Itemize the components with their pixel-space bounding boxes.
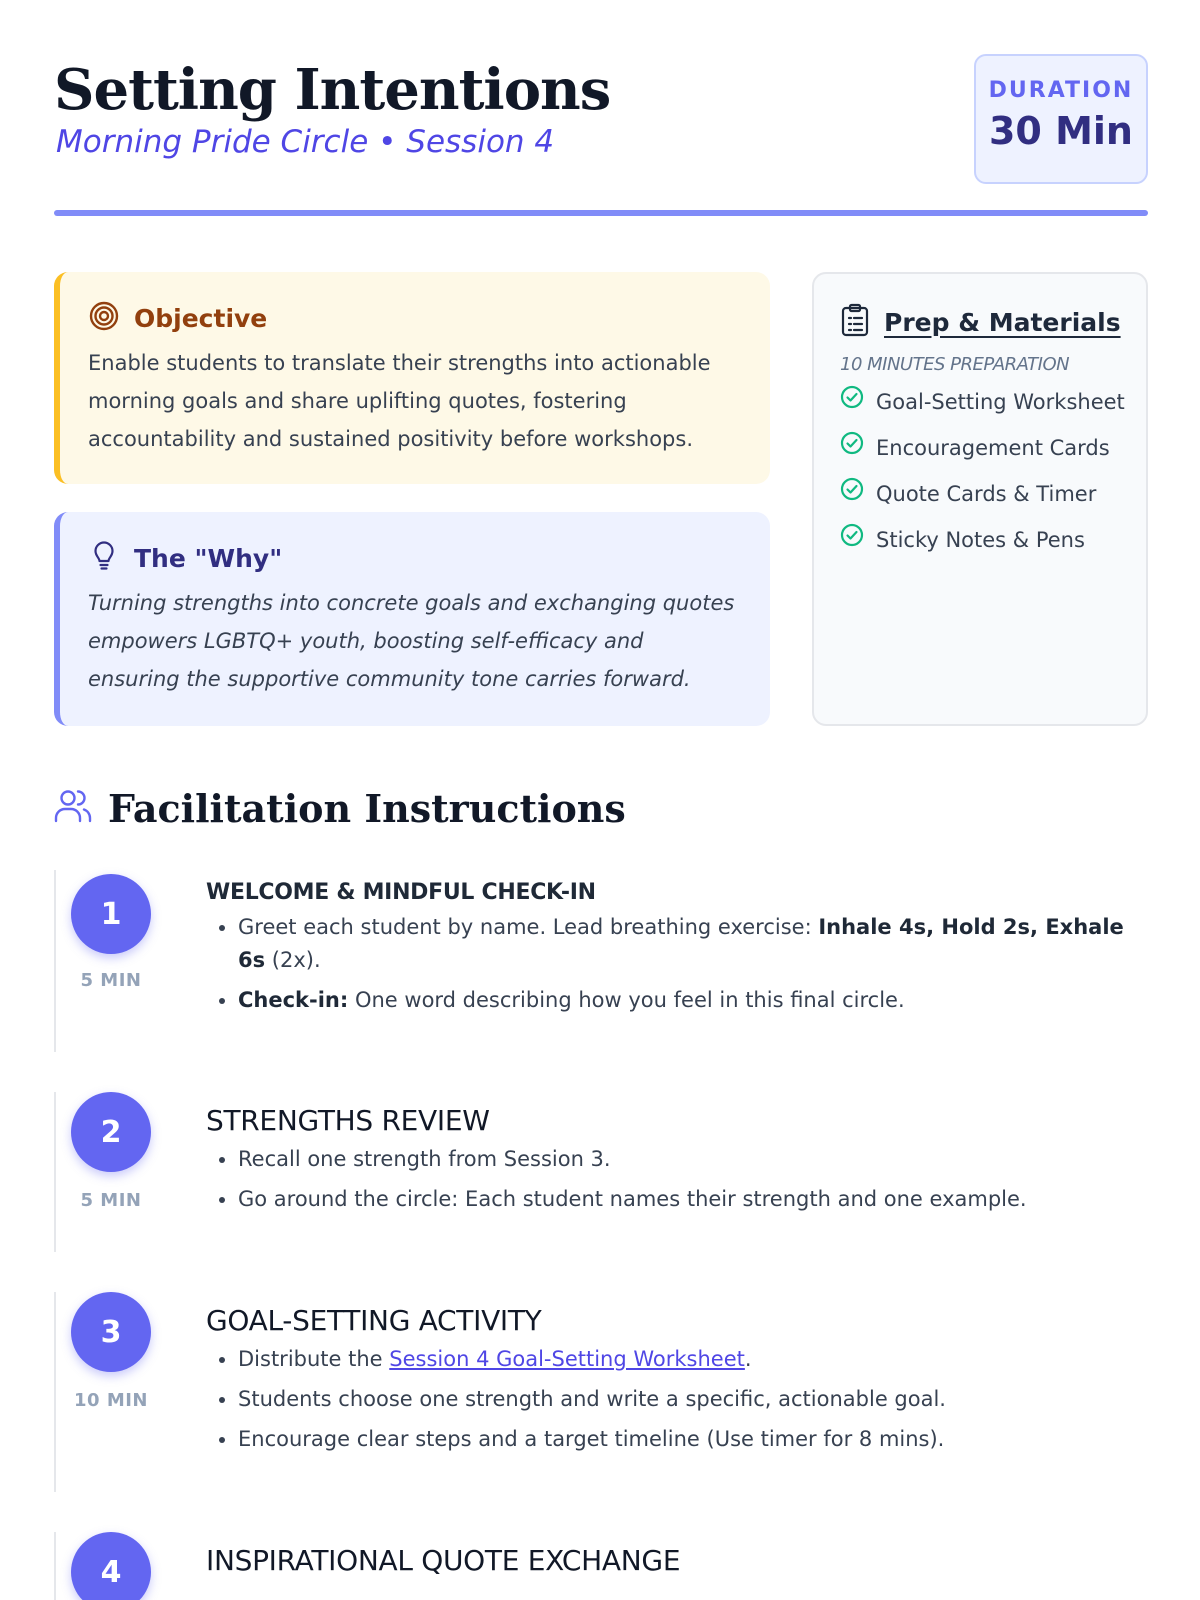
list-item: • Recall one strength from Session 3. bbox=[238, 1143, 1128, 1176]
list-item bbox=[840, 431, 1126, 465]
material-label: Quote Cards & Timer bbox=[876, 482, 1097, 506]
step-2 bbox=[54, 1092, 1148, 1252]
step-3 bbox=[54, 1292, 1148, 1492]
step-duration: 10 MIN bbox=[74, 1390, 148, 1411]
objective-text: Enable students to translate their strengths into actionable morning goals and share uplifting quotes, fostering accountability and sustained positivity before workshops. bbox=[88, 351, 711, 451]
step-bullets bbox=[206, 1343, 1128, 1456]
facilitation-title: Facilitation Instructions bbox=[108, 785, 626, 831]
page-subtitle: Morning Pride Circle • Session 4 bbox=[56, 124, 555, 160]
duration-value: 30 Min bbox=[988, 109, 1133, 153]
page-header bbox=[54, 52, 1148, 212]
list-item: • Encourage clear steps and a target timeline (Use timer for 8 mins). bbox=[238, 1423, 1128, 1456]
objective-card bbox=[54, 272, 770, 484]
material-label: Sticky Notes & Pens bbox=[876, 528, 1085, 552]
users-icon bbox=[54, 787, 92, 829]
list-item bbox=[840, 385, 1126, 419]
facilitation-heading bbox=[54, 780, 626, 836]
step-number-badge: 1 bbox=[71, 874, 151, 954]
step-number-badge: 3 bbox=[71, 1292, 151, 1372]
list-item: • Students choose one strength and write a specific, actionable goal. bbox=[238, 1383, 1128, 1416]
step-1 bbox=[54, 870, 1148, 1052]
step-title: WELCOME & MINDFUL CHECK-IN bbox=[206, 880, 596, 905]
prep-materials-card bbox=[812, 272, 1148, 726]
materials-list bbox=[840, 385, 1126, 557]
prep-time: 10 MINUTES PREPARATION bbox=[840, 354, 1070, 375]
list-item: • Go around the circle: Each student names their strength and one example. bbox=[238, 1183, 1128, 1216]
step-title: GOAL-SETTING ACTIVITY bbox=[206, 1304, 542, 1337]
step-duration: 5 MIN bbox=[80, 1190, 142, 1211]
list-item: • Check-in: One word describing how you feel in this final circle. bbox=[238, 984, 1128, 1017]
step-4 bbox=[54, 1532, 1148, 1600]
duration-label: DURATION bbox=[988, 78, 1134, 103]
step-number-badge: 4 bbox=[71, 1532, 151, 1600]
worksheet-link[interactable]: Session 4 Goal-Setting Worksheet bbox=[389, 1347, 745, 1371]
list-item: • Distribute the Session 4 Goal-Setting Worksheet. bbox=[238, 1343, 1128, 1376]
lightbulb-icon bbox=[88, 540, 120, 576]
duration-box bbox=[974, 54, 1148, 184]
check-circle-icon bbox=[840, 431, 864, 465]
check-circle-icon bbox=[840, 385, 864, 419]
objective-title: Objective bbox=[134, 303, 268, 333]
why-card bbox=[54, 512, 770, 726]
list-item bbox=[840, 523, 1126, 557]
material-label: Encouragement Cards bbox=[876, 436, 1110, 460]
why-title: The "Why" bbox=[134, 543, 283, 573]
target-icon bbox=[88, 300, 120, 336]
material-label: Goal-Setting Worksheet bbox=[876, 390, 1125, 414]
page-title: Setting Intentions bbox=[54, 57, 611, 123]
step-bullets bbox=[206, 911, 1128, 1017]
check-circle-icon bbox=[840, 523, 864, 557]
why-text: Turning strengths into concrete goals and exchanging quotes empowers LGBTQ+ youth, boosting self-efficacy and ensuring the supportive community tone carries forward. bbox=[88, 591, 735, 691]
step-number-badge: 2 bbox=[71, 1092, 151, 1172]
prep-title-link[interactable]: Prep & Materials bbox=[884, 307, 1121, 337]
check-circle-icon bbox=[840, 477, 864, 511]
step-bullets bbox=[206, 1143, 1128, 1216]
header-divider bbox=[54, 210, 1148, 216]
list-item: • Greet each student by name. Lead breathing exercise: Inhale 4s, Hold 2s, Exhale 6s (2x). bbox=[238, 911, 1128, 977]
step-title: STRENGTHS REVIEW bbox=[206, 1104, 490, 1137]
clipboard-icon bbox=[840, 303, 870, 341]
list-item bbox=[840, 477, 1126, 511]
step-title: INSPIRATIONAL QUOTE EXCHANGE bbox=[206, 1544, 681, 1577]
step-duration: 5 MIN bbox=[80, 970, 142, 991]
